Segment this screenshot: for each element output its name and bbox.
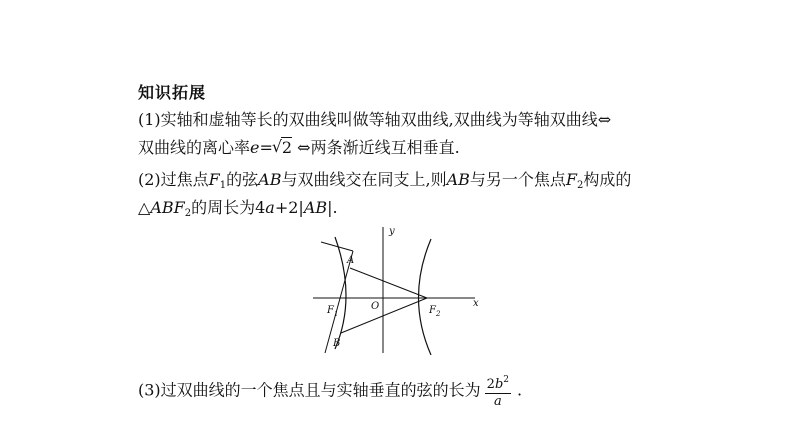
item2-line2 (138, 198, 338, 224)
item2-line1 (138, 170, 631, 196)
hyperbola-diagram (305, 225, 485, 355)
label-A: A (347, 255, 355, 266)
label-O: O (371, 301, 380, 312)
item1-eccentricity-label: 双曲线的离心率 (138, 138, 251, 157)
focus-F1-subscript: 1 (219, 180, 227, 191)
triangle-ABF: ABF (150, 198, 185, 217)
segment-BF2 (341, 298, 427, 333)
item2-text-1: 的弦 (226, 170, 259, 189)
item2-perimeter-text: 的周长为4 (191, 198, 266, 217)
label-B: B (333, 338, 341, 349)
item2-plus-abs: +2| (274, 198, 304, 217)
eccentricity-symbol: e (250, 138, 260, 157)
chord-AB-2: AB (446, 170, 470, 189)
fraction-2b2-over-a (485, 372, 511, 410)
segment-AF2 (350, 268, 427, 298)
label-x: x (473, 298, 479, 309)
var-a: a (265, 198, 275, 217)
chord-AB: AB (258, 170, 282, 189)
item2-end: |. (327, 198, 338, 217)
item1-line2 (138, 138, 460, 158)
item3-line (138, 372, 522, 410)
triangle-symbol: △ (138, 198, 151, 217)
chord-AB-3: AB (303, 198, 328, 217)
left-branch (335, 237, 346, 349)
label-y: y (389, 226, 395, 237)
sqrt-expression (273, 138, 292, 158)
focus-F2: F (565, 170, 578, 189)
item2-text-3: 与另一个焦点 (469, 170, 566, 189)
sqrt-radicand: 2 (281, 138, 293, 157)
item3-end: . (517, 380, 523, 400)
item1-text: (1)实轴和虚轴等长的双曲线叫做等轴双曲线,双曲线为等轴双曲线⇔ (138, 110, 612, 129)
item2-text-2: 与双曲线交在同支上,则 (281, 170, 447, 189)
fraction-numerator: $2b^2$ (485, 372, 511, 394)
fraction-denominator: a (493, 394, 502, 409)
focus-F2-subscript: 2 (577, 180, 584, 191)
focus-F1: F (208, 170, 220, 189)
item1-asymptote-text: ⇔两条渐近线互相垂直. (292, 138, 460, 157)
label-F2: $F_2$ (429, 305, 441, 318)
item3-text: (3)过双曲线的一个焦点且与实轴垂直的弦的长为 (138, 380, 481, 400)
item1-line1 (138, 110, 611, 130)
item2-prefix: (2)过焦点 (138, 170, 209, 189)
section-heading: 知识拓展 (138, 83, 207, 102)
equals-sign: = (259, 138, 273, 157)
triangle-subscript: 2 (184, 208, 192, 219)
label-F1: $F_1$ (327, 305, 339, 318)
item2-text-4: 构成的 (583, 170, 632, 189)
